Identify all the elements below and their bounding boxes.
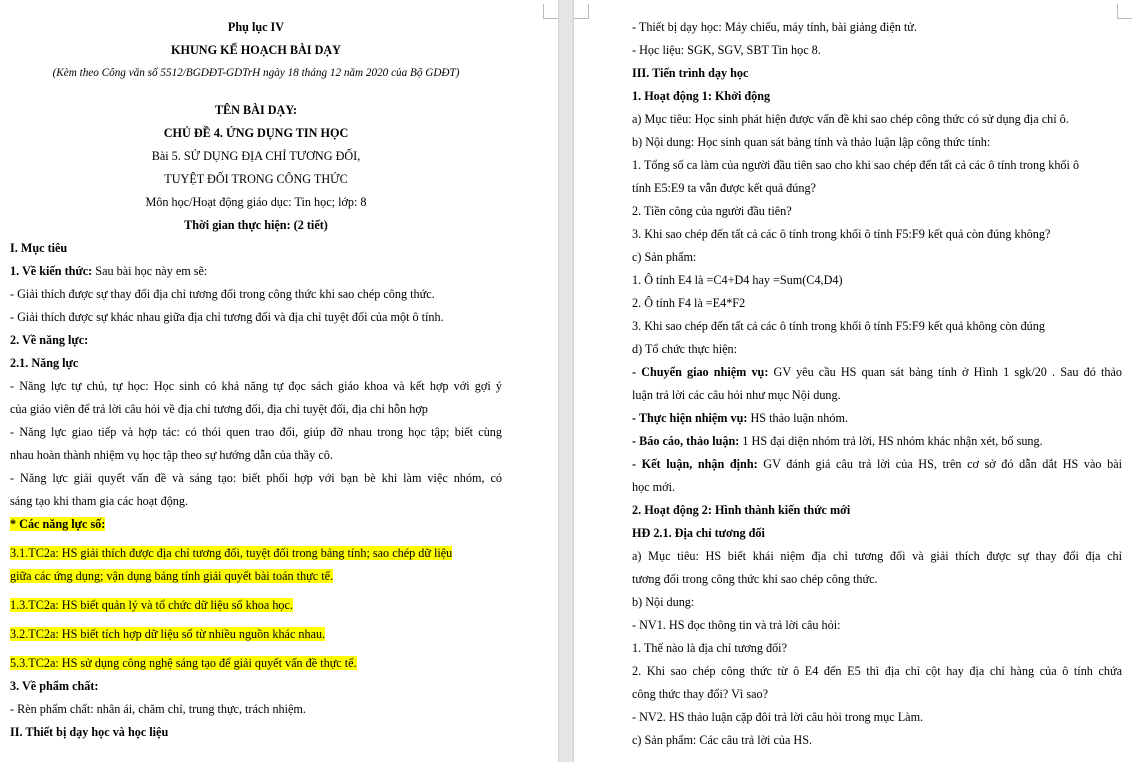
subsection-heading: 3. Về phẩm chất:: [10, 679, 99, 693]
paragraph-line: - Năng lực giao tiếp và hợp tác: có thói quen trao đổi, giúp đỡ nhau trong học tập; biết cùng: [10, 425, 502, 439]
task-report-line: [632, 430, 1122, 453]
paragraph-line: c) Sản phẩm: Các câu trả lời của HS.: [632, 733, 813, 747]
paragraph-line: công thức thay đổi? Vì sao?: [632, 687, 769, 701]
task-label: - Chuyển giao nhiệm vụ:: [632, 365, 769, 379]
task-label: - Báo cáo, thảo luận:: [632, 434, 740, 448]
paragraph-line: 1. Tổng số ca làm của người đầu tiên sao cho khi sao chép đến tất cả các ô tính trong khối ô: [632, 158, 1080, 172]
knowledge-intro: Sau bài học này em sẽ:: [92, 264, 208, 278]
subactivity-heading: HĐ 2.1. Địa chỉ tương đối: [632, 526, 765, 540]
paragraph-line: - Rèn phẩm chất: nhân ái, chăm chỉ, trung thực, trách nhiệm.: [10, 702, 306, 716]
section-heading: III. Tiến trình dạy học: [632, 66, 749, 80]
task-text: 1 HS đại diện nhóm trả lời, HS nhóm khác nhận xét, bổ sung.: [739, 434, 1043, 448]
subject-line: Môn học/Hoạt động giáo dục: Tin học; lớp: 8: [145, 195, 367, 209]
paragraph-line: a) Mục tiêu: HS biết khái niệm địa chỉ tương đối và giải thích được sự thay đổi địa chỉ: [632, 549, 1122, 563]
crop-mark: [574, 4, 589, 19]
paragraph-line: a) Mục tiêu: Học sinh phát hiện được vấn đề khi sao chép công thức có sử dụng địa chỉ ô.: [632, 112, 1069, 126]
paragraph-line: d) Tổ chức thực hiện:: [632, 342, 738, 356]
task-text: GV yêu cầu HS quan sát bảng tính ở Hình 1 sgk/20 . Sau đó thảo: [768, 365, 1122, 379]
paragraph-line: 3. Khi sao chép đến tất cả các ô tính trong khối ô tính F5:F9 kết quả còn đúng không?: [632, 227, 1051, 241]
paragraph-line: 1. Thế nào là địa chỉ tương đối?: [632, 641, 787, 655]
paragraph-line: - Năng lực giải quyết vấn đề và sáng tạo: biết phối hợp với bạn bè khi làm việc nhóm, có: [10, 471, 502, 485]
paragraph-line: - NV1. HS đọc thông tin và trả lời câu hỏi:: [632, 618, 841, 632]
paragraph-line: - Giải thích được sự thay đổi địa chỉ tương đối trong công thức khi sao chép công thức.: [10, 287, 435, 301]
lesson-label: TÊN BÀI DẠY:: [214, 103, 298, 117]
lesson-title-line-1: Bài 5. SỬ DỤNG ĐỊA CHỈ TƯƠNG ĐỐI,: [151, 149, 361, 163]
crop-mark: [543, 4, 558, 19]
page-left-content: [10, 16, 502, 744]
task-conclusion-line: [632, 453, 1122, 476]
paragraph-line: của giáo viên để trả lời câu hỏi về địa chỉ tương đối, địa chỉ tuyệt đối, địa chỉ hỗn hợp: [10, 402, 428, 416]
activity-heading: 1. Hoạt động 1: Khởi động: [632, 89, 771, 103]
paragraph-line: - Giải thích được sự khác nhau giữa địa chỉ tương đối và địa chỉ tuyệt đối của một ô tính.: [10, 310, 444, 324]
paragraph-line: 2. Tiền công của người đầu tiên?: [632, 204, 792, 218]
subsection-heading: 2.1. Năng lực: [10, 356, 79, 370]
paragraph-line: - Học liệu: SGK, SGV, SBT Tin học 8.: [632, 43, 821, 57]
highlighted-text: 3.1.TC2a: HS giải thích được địa chỉ tương đối, tuyệt đối trong bảng tính; sao chép dữ liệu: [10, 546, 453, 560]
activity-heading: 2. Hoạt động 2: Hình thành kiến thức mới: [632, 503, 851, 517]
task-text: HS thảo luận nhóm.: [747, 411, 848, 425]
duration-line: Thời gian thực hiện: (2 tiết): [184, 218, 328, 232]
page-right-content: [632, 16, 1122, 752]
knowledge-label: 1. Về kiến thức:: [10, 264, 93, 278]
digital-competency-item: [10, 623, 502, 646]
highlighted-text: giữa các ứng dụng; vận dụng bảng tính giải quyết bài toán thực tế.: [10, 569, 334, 583]
paragraph-line: học mới.: [632, 480, 676, 494]
subsection-heading: 2. Về năng lực:: [10, 333, 89, 347]
paragraph-line: luận trả lời các câu hỏi như mục Nội dung.: [632, 388, 841, 402]
paragraph-line: tương đối trong công thức khi sao chép công thức.: [632, 572, 878, 586]
paragraph-line: b) Nội dung:: [632, 595, 695, 609]
paragraph-line: - NV2. HS thảo luận cặp đôi trả lời câu hỏi trong mục Làm.: [632, 710, 924, 724]
paragraph-line: 3. Khi sao chép đến tất cả các ô tính trong khối ô tính F5:F9 kết quả không còn đúng: [632, 319, 1045, 333]
paragraph-line: - Năng lực tự chủ, tự học: Học sinh có khả năng tự đọc sách giáo khoa và kết hợp với gợi ý: [10, 379, 502, 393]
section-heading: I. Mục tiêu: [10, 241, 68, 255]
task-perform-line: [632, 407, 1122, 430]
task-assign-line: [632, 361, 1122, 384]
document-page-left: [0, 0, 558, 762]
task-label: - Kết luận, nhận định:: [632, 457, 758, 471]
digital-competency-item: [10, 594, 502, 617]
topic-title: CHỦ ĐỀ 4. ỨNG DỤNG TIN HỌC: [163, 126, 349, 140]
plan-title: KHUNG KẾ HOẠCH BÀI DẠY: [171, 43, 341, 57]
section-heading: II. Thiết bị dạy học và học liệu: [10, 725, 169, 739]
knowledge-heading: [10, 260, 502, 283]
digital-competency-item: [10, 652, 502, 675]
paragraph-line: sáng tạo khi tham gia các hoạt động.: [10, 494, 189, 508]
paragraph-line: 1. Ô tính E4 là =C4+D4 hay =Sum(C4,D4): [632, 273, 843, 287]
paragraph-line: nhau hoàn thành nhiệm vụ học tập theo sự hướng dẫn của thầy cô.: [10, 448, 333, 462]
attached-note: (Kèm theo Công văn số 5512/BGDĐT-GDTrH ngày 18 tháng 12 năm 2020 của Bộ GDĐT): [52, 67, 460, 79]
paragraph-line: b) Nội dung: Học sinh quan sát bảng tính và thảo luận lập công thức tính:: [632, 135, 991, 149]
task-text: GV đánh giá câu trả lời của HS, trên cơ sở đó dẫn dắt HS vào bài: [757, 457, 1122, 471]
paragraph-line: - Thiết bị dạy học: Máy chiếu, máy tính, bài giảng điện tử.: [632, 20, 917, 34]
task-label: - Thực hiện nhiệm vụ:: [632, 411, 748, 425]
highlighted-text: * Các năng lực số:: [10, 517, 106, 531]
paragraph-line: 2. Ô tính F4 là =E4*F2: [632, 296, 746, 310]
digital-competency-heading: [10, 513, 502, 536]
paragraph-line: tính E5:E9 ta vẫn được kết quả đúng?: [632, 181, 816, 195]
document-page-right: [574, 0, 1132, 762]
paragraph-line: 2. Khi sao chép công thức từ ô E4 đến E5 thì địa chỉ cột hay địa chỉ hàng của ô tính chứa: [632, 664, 1122, 678]
highlighted-text: 1.3.TC2a: HS biết quản lý và tổ chức dữ liệu số khoa học.: [10, 598, 293, 612]
lesson-title-line-2: TUYỆT ĐỐI TRONG CÔNG THỨC: [164, 172, 348, 186]
appendix-label: Phụ lục IV: [227, 20, 285, 34]
highlighted-text: 5.3.TC2a: HS sử dụng công nghệ sáng tạo để giải quyết vấn đề thực tế.: [10, 656, 357, 670]
paragraph-line: c) Sản phẩm:: [632, 250, 697, 264]
highlighted-text: 3.2.TC2a: HS biết tích hợp dữ liệu số từ nhiều nguồn khác nhau.: [10, 627, 326, 641]
digital-competency-item: [10, 565, 502, 588]
digital-competency-item: [10, 542, 502, 565]
